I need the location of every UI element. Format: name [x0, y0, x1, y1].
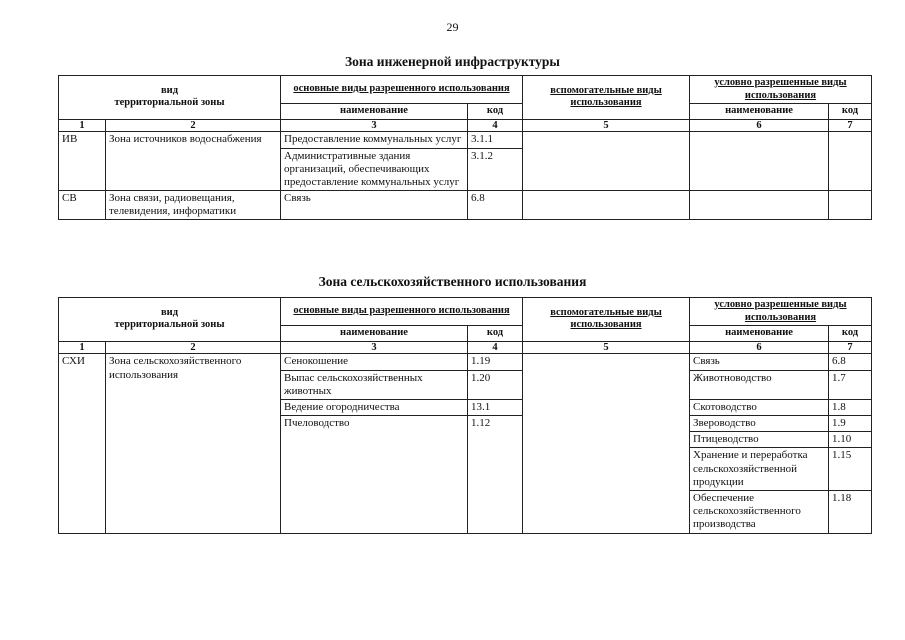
zone-code: СВ: [59, 191, 106, 220]
table-row: [59, 354, 872, 370]
col-number: 1: [59, 119, 106, 132]
col-number: 3: [281, 119, 468, 132]
use-name: Связь: [281, 191, 468, 220]
cond-use-name: Скотоводство: [690, 399, 829, 415]
col-number: 7: [829, 119, 872, 132]
code-header: код: [468, 104, 523, 120]
aux-use-cell: [523, 354, 690, 533]
zone-name: Зона сельскохозяйственного использования: [106, 354, 281, 533]
code-header: код: [468, 326, 523, 342]
aux-uses-header: вспомогательные виды использования: [523, 298, 690, 342]
use-code: 1.12: [468, 416, 523, 534]
col-number: 2: [106, 119, 281, 132]
cond-code-cell: [829, 132, 872, 191]
agricultural-zone-table: [58, 297, 872, 534]
table2-title: Зона сельскохозяйственного использования: [318, 274, 587, 289]
use-name: Сенокошение: [281, 354, 468, 370]
col-number: 5: [523, 341, 690, 354]
main-uses-header: основные виды разрешенного использования: [281, 298, 523, 326]
use-name: Предоставление коммунальных услуг: [281, 132, 468, 148]
col-number: 6: [690, 341, 829, 354]
zone-code: ИВ: [59, 132, 106, 191]
use-code: 1.20: [468, 370, 523, 399]
infrastructure-zone-table: [58, 75, 872, 220]
zone-type-header: вид территориальной зоны: [59, 76, 281, 120]
cond-use-code: 1.10: [829, 432, 872, 448]
page-number: 29: [446, 20, 459, 34]
aux-use-cell: [523, 132, 690, 191]
col-number: 2: [106, 341, 281, 354]
use-name: Выпас сельскохозяйственных животных: [281, 370, 468, 399]
use-code: 6.8: [468, 191, 523, 220]
cond-uses-header: условно разрешенные виды использования: [690, 298, 872, 326]
cond-use-code: 1.18: [829, 491, 872, 534]
cond-use-cell: [690, 132, 829, 191]
code-header: код: [829, 104, 872, 120]
col-number: 7: [829, 341, 872, 354]
cond-use-cell: [690, 191, 829, 220]
table1-title: Зона инженерной инфраструктуры: [345, 54, 560, 69]
cond-use-code: 1.15: [829, 448, 872, 491]
use-code: 13.1: [468, 399, 523, 415]
cond-use-code: 1.7: [829, 370, 872, 399]
name-header: наименование: [690, 104, 829, 120]
col-number: 1: [59, 341, 106, 354]
name-header: наименование: [690, 326, 829, 342]
cond-use-name: Птицеводство: [690, 432, 829, 448]
use-code: 3.1.2: [468, 148, 523, 191]
cond-uses-header: условно разрешенные виды использования: [690, 76, 872, 104]
zone-name: Зона источников водоснабжения: [106, 132, 281, 191]
use-code: 1.19: [468, 354, 523, 370]
use-name: Административные здания организаций, обеспечивающих предоставление коммунальных услуг: [281, 148, 468, 191]
code-header: код: [829, 326, 872, 342]
zone-name: Зона связи, радиовещания, телевидения, информатики: [106, 191, 281, 220]
zone-type-header: вид территориальной зоны: [59, 298, 281, 342]
cond-code-cell: [829, 191, 872, 220]
use-code: 3.1.1: [468, 132, 523, 148]
col-number: 6: [690, 119, 829, 132]
cond-use-code: 1.9: [829, 416, 872, 432]
cond-use-name: Животноводство: [690, 370, 829, 399]
zone-code: СХИ: [59, 354, 106, 533]
col-number: 4: [468, 341, 523, 354]
use-name: Ведение огородничества: [281, 399, 468, 415]
main-uses-header: основные виды разрешенного использования: [281, 76, 523, 104]
aux-use-cell: [523, 191, 690, 220]
table-row: [59, 191, 872, 220]
cond-use-name: Звероводство: [690, 416, 829, 432]
table-row: [59, 132, 872, 148]
cond-use-name: Связь: [690, 354, 829, 370]
cond-use-code: 6.8: [829, 354, 872, 370]
cond-use-name: Хранение и переработка сельскохозяйственной продукции: [690, 448, 829, 491]
aux-uses-header: вспомогательные виды использования: [523, 76, 690, 120]
name-header: наименование: [281, 104, 468, 120]
cond-use-code: 1.8: [829, 399, 872, 415]
col-number: 5: [523, 119, 690, 132]
use-name: Пчеловодство: [281, 416, 468, 534]
name-header: наименование: [281, 326, 468, 342]
cond-use-name: Обеспечение сельскохозяйственного производства: [690, 491, 829, 534]
col-number: 4: [468, 119, 523, 132]
col-number: 3: [281, 341, 468, 354]
